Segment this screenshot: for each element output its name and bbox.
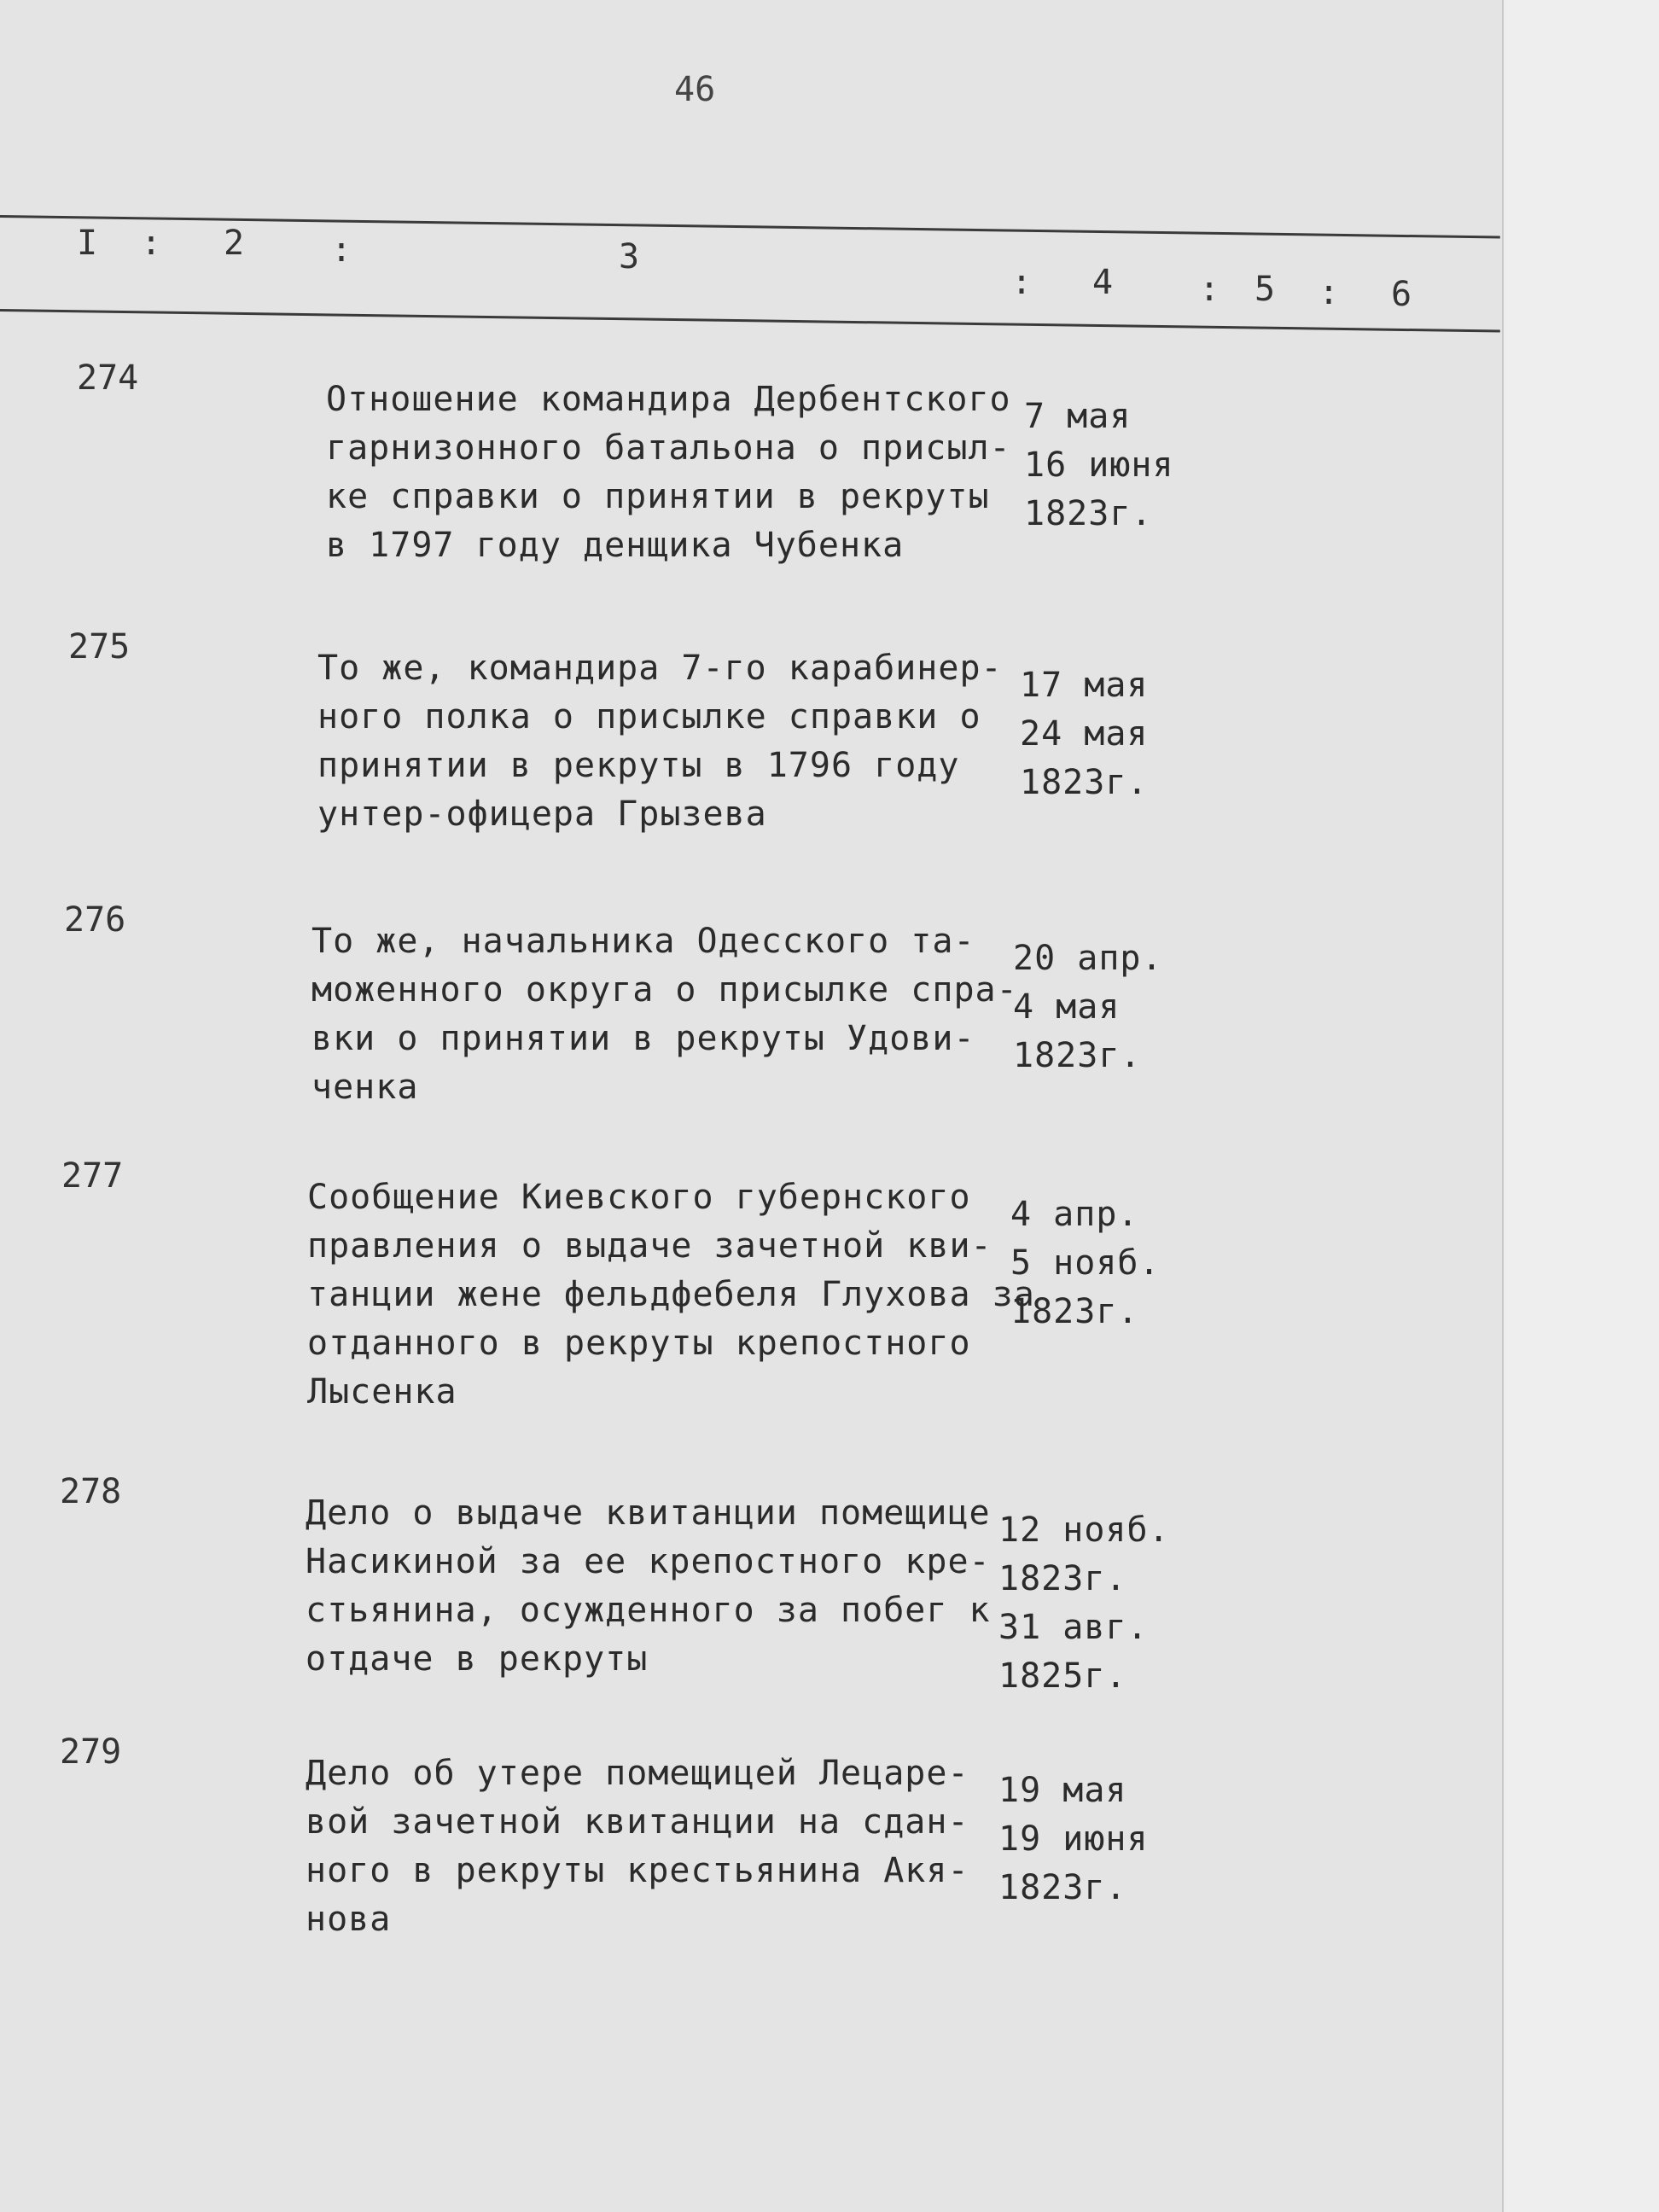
date-line: 7 мая <box>1024 397 1132 436</box>
description-line: отдаче в рекруты <box>306 1639 649 1679</box>
entry-description <box>311 917 1018 1112</box>
description-line: нова <box>306 1900 392 1939</box>
entry-number: 276 <box>64 900 126 940</box>
date-line: 1823г. <box>1020 763 1149 802</box>
entry-description <box>306 1749 1005 1944</box>
entry-description <box>317 644 1017 839</box>
entry-description <box>306 1489 1005 1684</box>
page-number: 46 <box>674 70 716 109</box>
description-line: правления о выдаче зачетной кви- <box>307 1226 992 1266</box>
date-line: 4 апр. <box>1010 1195 1139 1234</box>
entry-number: 279 <box>60 1732 122 1772</box>
date-line: 19 июня <box>998 1819 1149 1859</box>
entry-description <box>307 1173 1035 1417</box>
date-line: 31 авг. <box>998 1608 1149 1647</box>
date-line: 1823г. <box>998 1868 1127 1907</box>
description-line: в 1797 году денщика Чубенка <box>326 526 905 565</box>
description-line: Сообщение Киевского губернского <box>307 1178 971 1217</box>
date-line: 1825г. <box>998 1656 1127 1696</box>
column-header-3: 3 <box>619 237 640 276</box>
date-line: 20 апр. <box>1013 939 1163 978</box>
date-line: 16 июня <box>1024 445 1174 485</box>
description-line: унтер-офицера Грызева <box>317 795 767 834</box>
description-line: моженного округа о присылке спра- <box>311 970 1018 1010</box>
description-line: ке справки о принятии в рекруты <box>326 477 990 516</box>
entry-dates <box>1013 934 1218 1080</box>
description-line: ченка <box>311 1068 419 1107</box>
entry-dates <box>1024 393 1229 538</box>
description-line: То же, командира 7-го карабинер- <box>317 649 1003 688</box>
column-header-2: 2 <box>224 224 245 263</box>
underlying-page-edge <box>1502 0 1659 2212</box>
description-line: стьянина, осужденного за побег к <box>306 1591 991 1630</box>
description-line: Лысенка <box>307 1372 457 1412</box>
header-rule-bottom <box>0 309 1500 333</box>
description-line: гарнизонного батальона о присыл- <box>326 428 1011 468</box>
column-header-1: I <box>77 224 98 263</box>
date-line: 4 мая <box>1013 987 1121 1027</box>
description-line: танции жене фельдфебеля Глухова за <box>307 1275 1035 1314</box>
date-line: 19 мая <box>998 1771 1127 1810</box>
entry-number: 277 <box>61 1156 124 1196</box>
entry-number: 274 <box>77 358 139 398</box>
description-line: Дело об утере помещицей Лецаре- <box>306 1754 969 1793</box>
date-line: 1823г. <box>998 1559 1127 1598</box>
entry-description <box>326 375 1026 570</box>
entry-number: 275 <box>68 627 131 667</box>
description-line: Насикиной за ее крепостного кре- <box>306 1542 991 1581</box>
description-line: Отношение командира Дербентского <box>326 380 1011 419</box>
date-line: 1823г. <box>1024 494 1153 533</box>
description-line: вки о принятии в рекруты Удови- <box>311 1019 975 1058</box>
column-header-5: 5 <box>1254 270 1276 309</box>
entry-number: 278 <box>60 1472 122 1511</box>
date-line: 1823г. <box>1013 1036 1142 1075</box>
description-line: ного полка о присылке справки о <box>317 697 981 736</box>
entry-dates <box>1010 1190 1215 1336</box>
date-line: 5 нояб. <box>1010 1243 1161 1283</box>
entry-dates <box>1020 661 1225 807</box>
description-line: Дело о выдаче квитанции помещице <box>306 1493 991 1533</box>
date-line: 12 нояб. <box>998 1511 1170 1550</box>
date-line: 1823г. <box>1010 1292 1139 1331</box>
entry-dates <box>998 1767 1203 1912</box>
date-line: 17 мая <box>1020 666 1149 705</box>
column-header-4: 4 <box>1092 263 1114 302</box>
column-separator: : <box>331 230 352 270</box>
column-separator: : <box>141 224 162 263</box>
entry-dates <box>998 1506 1203 1701</box>
column-header-6: 6 <box>1391 275 1412 314</box>
column-separator: : <box>1318 273 1340 312</box>
description-line: принятии в рекруты в 1796 году <box>317 746 960 785</box>
date-line: 24 мая <box>1020 714 1149 754</box>
column-separator: : <box>1011 263 1033 302</box>
description-line: вой зачетной квитанции на сдан- <box>306 1802 969 1842</box>
description-line: ного в рекруты крестьянина Акя- <box>306 1851 969 1890</box>
column-separator: : <box>1199 270 1220 309</box>
description-line: То же, начальника Одесского та- <box>311 922 975 961</box>
description-line: отданного в рекруты крепостного <box>307 1324 971 1363</box>
